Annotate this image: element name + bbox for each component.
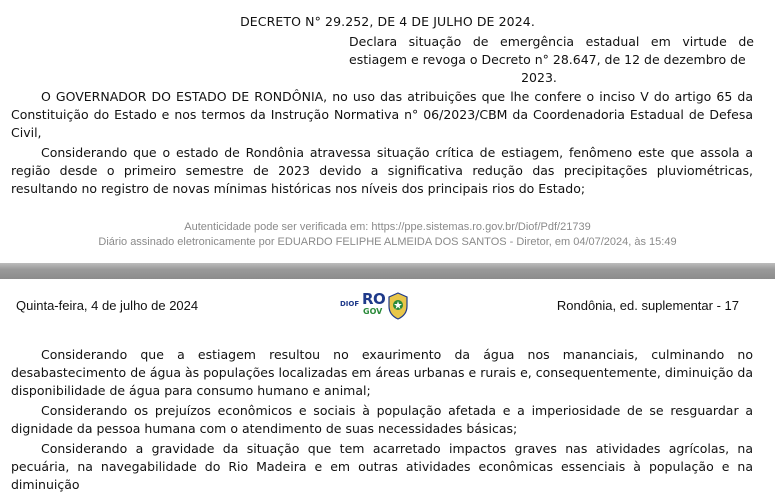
ementa-text: Declara situação de emergência estadual em virtude de estiagem e revoga o Decreto n° 28.647, de 12 de dezembro de bbox=[349, 34, 754, 67]
state-seal-icon bbox=[387, 292, 409, 320]
page-header bbox=[0, 286, 775, 326]
logo-diof-text: DIOF bbox=[340, 300, 360, 308]
considerando-paragraph-1: Considerando que o estado de Rondônia atravessa situação crítica de estiagem, fenômeno este que assola a região desde o primeiro semestre de 2023 devido a significativa redução das precipitações pluviométricas, resultando no registro de novas mínimas históricas nos níveis dos principais rios do Estado; bbox=[11, 145, 753, 196]
signature-line: Diário assinado eletronicamente por EDUARDO FELIPHE ALMEIDA DOS SANTOS - Diretor, em 04/07/2024, às 15:49 bbox=[98, 236, 677, 248]
considerando-paragraph-2: Considerando que a estiagem resultou no exaurimento da água nos mananciais, culminando no desabastecimento de água às populações localizadas em áreas urbanas e rurais e, consequentemente, diminuição da disponibilidade de água para consumo humano e animal; bbox=[11, 347, 753, 398]
decree-ementa bbox=[349, 33, 754, 87]
header-date: Quinta-feira, 4 de julho de 2024 bbox=[16, 298, 199, 313]
logo-gov-text: GOV bbox=[363, 307, 383, 316]
header-edition: Rondônia, ed. suplementar - 17 bbox=[556, 298, 739, 313]
ementa-year: 2023. bbox=[521, 70, 557, 85]
logo-ro-text: RO bbox=[362, 290, 386, 308]
considerando-paragraph-4: Considerando a gravidade da situação que tem acarretado impactos graves nas atividades agrícolas, na pecuária, na navegabilidade do Rio Madeira e em outras atividades econômicas essenciais à população e na diminuição bbox=[11, 441, 753, 492]
authenticity-line: Autenticidade pode ser verificada em: https://ppe.sistemas.ro.gov.br/Diof/Pdf/21739 bbox=[184, 221, 591, 233]
considerando-paragraph-3: Considerando os prejuízos econômicos e sociais à população afetada e a imperiosidade de se resguardar a dignidade da pessoa humana com o atendimento de suas necessidades básicas; bbox=[11, 403, 753, 436]
decree-title: DECRETO N° 29.252, DE 4 DE JULHO DE 2024. bbox=[240, 14, 535, 29]
diof-logo bbox=[340, 290, 410, 324]
preamble-paragraph: O GOVERNADOR DO ESTADO DE RONDÔNIA, no uso das atribuições que lhe confere o inciso V do artigo 65 da Constituição do Estado e nos termos da Instrução Normativa n° 06/2023/CBM da Coordenadoria Estadual de Defesa Civil, bbox=[11, 89, 753, 140]
page-divider bbox=[0, 263, 775, 279]
